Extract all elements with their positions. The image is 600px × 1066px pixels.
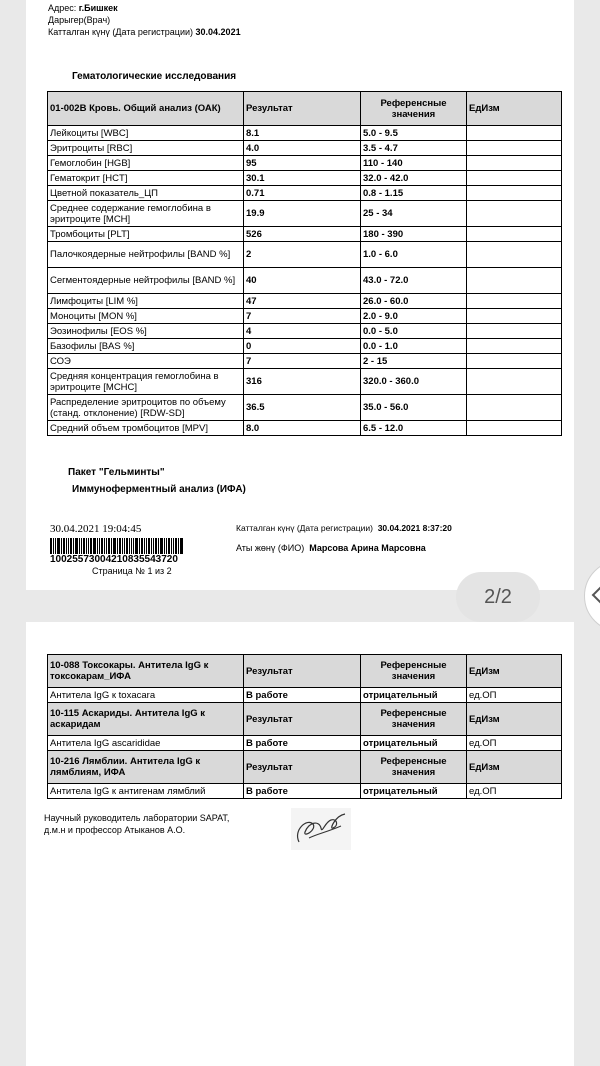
table-row bbox=[48, 354, 562, 369]
test-name-cell: Моноциты [MON %] bbox=[48, 309, 244, 324]
unit-cell bbox=[467, 156, 562, 171]
chevron-left-icon bbox=[592, 584, 600, 607]
table-row bbox=[48, 369, 562, 395]
reference-cell: 26.0 - 60.0 bbox=[361, 294, 467, 309]
doctor-label: Дарыгер(Врач) bbox=[48, 15, 111, 25]
result-cell: 0 bbox=[244, 339, 361, 354]
reference-cell: 0.8 - 1.15 bbox=[361, 186, 467, 201]
test-name-cell: Распределение эритроцитов по объему (станд. отклонение) [RDW-SD] bbox=[48, 395, 244, 421]
address-line bbox=[48, 3, 118, 13]
unit-cell bbox=[467, 354, 562, 369]
unit-cell bbox=[467, 268, 562, 294]
result-cell: 4.0 bbox=[244, 141, 361, 156]
reference-cell: 180 - 390 bbox=[361, 227, 467, 242]
header-reference: Референсные значения bbox=[361, 703, 467, 736]
unit-cell bbox=[467, 186, 562, 201]
unit-cell bbox=[467, 141, 562, 156]
test-name-cell: Базофилы [BAS %] bbox=[48, 339, 244, 354]
footer-registration-line bbox=[236, 523, 452, 533]
registration-label: Катталган күнү (Дата регистрации) bbox=[48, 27, 194, 37]
unit-cell bbox=[467, 126, 562, 141]
unit-cell bbox=[467, 227, 562, 242]
header-unit: ЕдИзм bbox=[467, 703, 562, 736]
header-test-name: 10-216 Лямблии. Антитела IgG к лямблиям, ИФА bbox=[48, 751, 244, 784]
address-label: Адрес: bbox=[48, 3, 77, 13]
reference-cell: 6.5 - 12.0 bbox=[361, 421, 467, 436]
helminth-package-title: Пакет "Гельминты" bbox=[68, 467, 165, 478]
ifa-result-row bbox=[48, 736, 562, 751]
test-name-cell: Средний объем тромбоцитов [MPV] bbox=[48, 421, 244, 436]
table-row bbox=[48, 324, 562, 339]
reference-cell: 43.0 - 72.0 bbox=[361, 268, 467, 294]
ifa-title: Иммуноферментный анализ (ИФА) bbox=[72, 484, 246, 495]
unit-cell: ед.ОП bbox=[467, 688, 562, 703]
barcode-number: 10025573004210835543720 bbox=[50, 554, 178, 565]
unit-cell bbox=[467, 369, 562, 395]
header-result: Результат bbox=[244, 751, 361, 784]
section-title: Гематологические исследования bbox=[72, 71, 237, 82]
test-name-cell: Средняя концентрация гемоглобина в эритроците [MCHC] bbox=[48, 369, 244, 395]
test-name-cell: Лейкоциты [WBC] bbox=[48, 126, 244, 141]
header-result: Результат bbox=[244, 92, 361, 126]
page-number-label: Страница № 1 из 2 bbox=[92, 566, 172, 576]
result-cell: 47 bbox=[244, 294, 361, 309]
header-unit: ЕдИзм bbox=[467, 92, 562, 126]
table-row bbox=[48, 171, 562, 186]
table-row bbox=[48, 141, 562, 156]
cbc-results-table bbox=[47, 91, 562, 436]
report-page-1 bbox=[26, 0, 574, 590]
ifa-results-table bbox=[47, 654, 562, 799]
reference-cell: 110 - 140 bbox=[361, 156, 467, 171]
test-name-cell: Антитела IgG ascarididae bbox=[48, 736, 244, 751]
test-name-cell: Сегментоядерные нейтрофилы [BAND %] bbox=[48, 268, 244, 294]
ifa-header-row bbox=[48, 703, 562, 736]
test-name-cell: Гемоглобин [HGB] bbox=[48, 156, 244, 171]
table-row bbox=[48, 395, 562, 421]
header-result: Результат bbox=[244, 655, 361, 688]
test-name-cell: Среднее содержание гемоглобина в эритроците [MCH] bbox=[48, 201, 244, 227]
reference-cell: 2 - 15 bbox=[361, 354, 467, 369]
unit-cell bbox=[467, 242, 562, 268]
table-row bbox=[48, 421, 562, 436]
header-reference: Референсные значения bbox=[361, 92, 467, 126]
cbc-header-row bbox=[48, 92, 562, 126]
test-name-cell: Эритроциты [RBC] bbox=[48, 141, 244, 156]
result-cell: 36.5 bbox=[244, 395, 361, 421]
ifa-header-row bbox=[48, 751, 562, 784]
footer-registration-label: Катталган күнү (Дата регистрации) bbox=[236, 523, 373, 533]
test-name-cell: Палочкоядерные нейтрофилы [BAND %] bbox=[48, 242, 244, 268]
reference-cell: 1.0 - 6.0 bbox=[361, 242, 467, 268]
header-test-name: 10-115 Аскариды. Антитела IgG к аскаридам bbox=[48, 703, 244, 736]
test-name-cell: Эозинофилы [EOS %] bbox=[48, 324, 244, 339]
unit-cell bbox=[467, 324, 562, 339]
reference-cell: 2.0 - 9.0 bbox=[361, 309, 467, 324]
reference-cell: 35.0 - 56.0 bbox=[361, 395, 467, 421]
table-row bbox=[48, 201, 562, 227]
table-row bbox=[48, 309, 562, 324]
signature-image bbox=[291, 808, 351, 850]
header-test-name: 01-002В Кровь. Общий анализ (ОАК) bbox=[48, 92, 244, 126]
ifa-header-row bbox=[48, 655, 562, 688]
result-cell: 316 bbox=[244, 369, 361, 395]
reference-cell: 3.5 - 4.7 bbox=[361, 141, 467, 156]
unit-cell bbox=[467, 171, 562, 186]
unit-cell bbox=[467, 395, 562, 421]
unit-cell: ед.ОП bbox=[467, 784, 562, 799]
reference-cell: 25 - 34 bbox=[361, 201, 467, 227]
test-name-cell: Антитела IgG к toxacara bbox=[48, 688, 244, 703]
result-cell: 0.71 bbox=[244, 186, 361, 201]
footer-registration-value: 30.04.2021 8:37:20 bbox=[377, 523, 452, 533]
reference-cell: 320.0 - 360.0 bbox=[361, 369, 467, 395]
unit-cell bbox=[467, 339, 562, 354]
patient-name-label: Аты жөнү (ФИО) bbox=[236, 543, 305, 553]
result-cell: 95 bbox=[244, 156, 361, 171]
table-row bbox=[48, 126, 562, 141]
print-datetime: 30.04.2021 19:04:45 bbox=[50, 523, 142, 535]
barcode bbox=[50, 538, 184, 554]
report-page-2 bbox=[26, 622, 574, 1066]
test-name-cell: Гематокрит [HCT] bbox=[48, 171, 244, 186]
result-cell: В работе bbox=[244, 784, 361, 799]
page-indicator: 2/2 bbox=[456, 572, 540, 622]
reference-cell: 32.0 - 42.0 bbox=[361, 171, 467, 186]
patient-name-value: Марсова Арина Марсовна bbox=[309, 543, 426, 553]
unit-cell bbox=[467, 309, 562, 324]
table-row bbox=[48, 227, 562, 242]
reference-cell: отрицательный bbox=[361, 784, 467, 799]
header-unit: ЕдИзм bbox=[467, 655, 562, 688]
reference-cell: 0.0 - 1.0 bbox=[361, 339, 467, 354]
patient-name-line bbox=[236, 543, 426, 553]
table-row bbox=[48, 186, 562, 201]
header-result: Результат bbox=[244, 703, 361, 736]
result-cell: 8.0 bbox=[244, 421, 361, 436]
header-reference: Референсные значения bbox=[361, 655, 467, 688]
table-row bbox=[48, 268, 562, 294]
result-cell: 8.1 bbox=[244, 126, 361, 141]
header-unit: ЕдИзм bbox=[467, 751, 562, 784]
reference-cell: 5.0 - 9.5 bbox=[361, 126, 467, 141]
unit-cell bbox=[467, 421, 562, 436]
test-name-cell: Цветной показатель_ЦП bbox=[48, 186, 244, 201]
result-cell: 7 bbox=[244, 309, 361, 324]
registration-line bbox=[48, 27, 241, 37]
result-cell: 40 bbox=[244, 268, 361, 294]
signature-line-1: Научный руководитель лаборатории SAPAT, bbox=[44, 813, 230, 823]
test-name-cell: Тромбоциты [PLT] bbox=[48, 227, 244, 242]
table-row bbox=[48, 339, 562, 354]
result-cell: 2 bbox=[244, 242, 361, 268]
result-cell: 19.9 bbox=[244, 201, 361, 227]
result-cell: 7 bbox=[244, 354, 361, 369]
result-cell: 30.1 bbox=[244, 171, 361, 186]
test-name-cell: СОЭ bbox=[48, 354, 244, 369]
table-row bbox=[48, 294, 562, 309]
reference-cell: 0.0 - 5.0 bbox=[361, 324, 467, 339]
result-cell: В работе bbox=[244, 736, 361, 751]
address-value: г.Бишкек bbox=[78, 3, 118, 13]
result-cell: 4 bbox=[244, 324, 361, 339]
header-reference: Референсные значения bbox=[361, 751, 467, 784]
test-name-cell: Лимфоциты [LIM %] bbox=[48, 294, 244, 309]
registration-date: 30.04.2021 bbox=[195, 27, 241, 37]
reference-cell: отрицательный bbox=[361, 688, 467, 703]
unit-cell bbox=[467, 294, 562, 309]
table-row bbox=[48, 242, 562, 268]
unit-cell bbox=[467, 201, 562, 227]
header-test-name: 10-088 Токсокары. Антитела IgG к токсокарам_ИФА bbox=[48, 655, 244, 688]
test-name-cell: Антитела IgG к антигенам лямблий bbox=[48, 784, 244, 799]
ifa-result-row bbox=[48, 784, 562, 799]
reference-cell: отрицательный bbox=[361, 736, 467, 751]
ifa-result-row bbox=[48, 688, 562, 703]
result-cell: 526 bbox=[244, 227, 361, 242]
unit-cell: ед.ОП bbox=[467, 736, 562, 751]
table-row bbox=[48, 156, 562, 171]
next-page-button[interactable] bbox=[584, 560, 600, 632]
result-cell: В работе bbox=[244, 688, 361, 703]
signature-line-2: д.м.н и профессор Атыканов А.О. bbox=[44, 825, 186, 835]
